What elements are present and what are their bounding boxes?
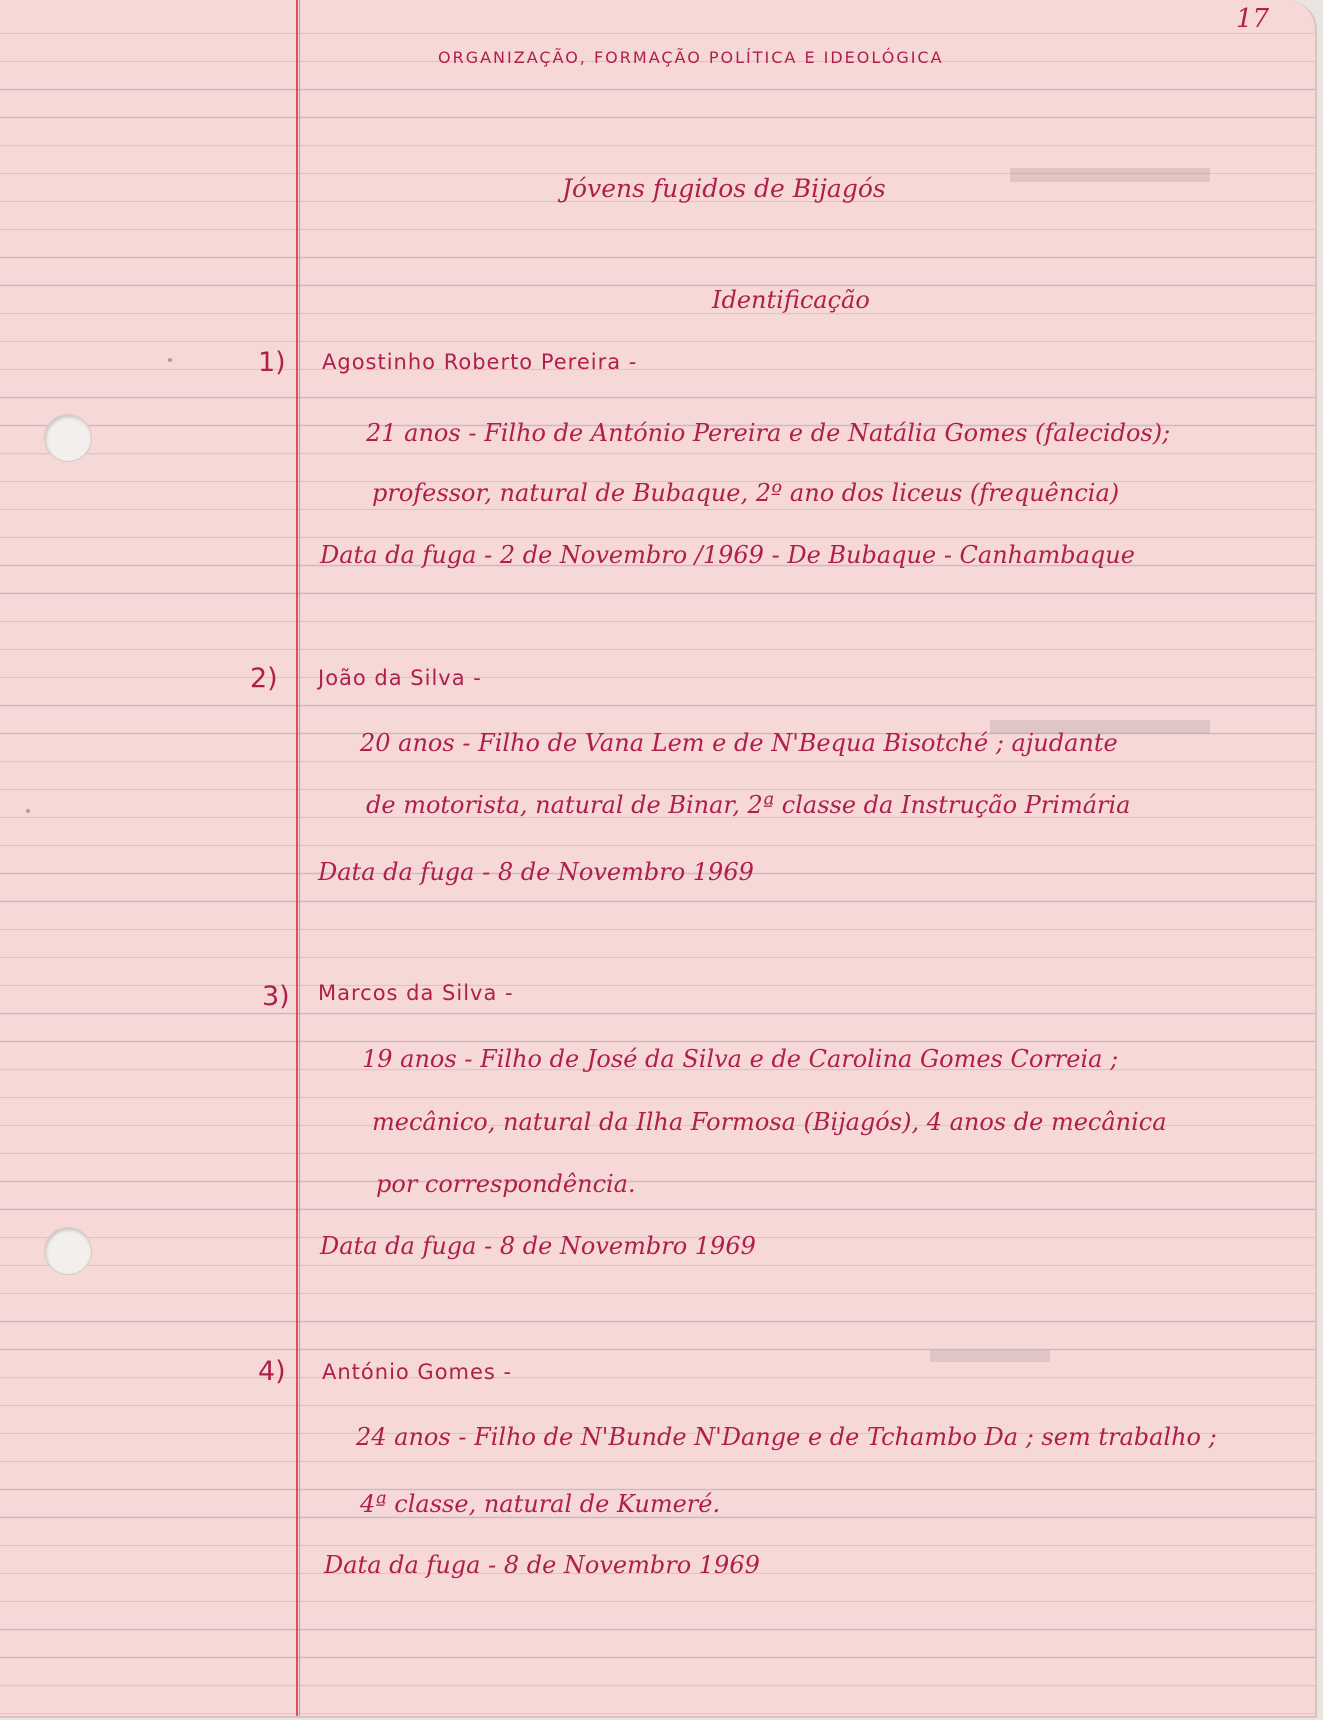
entry-detail-line: professor, natural de Bubaque, 2º ano dos liceus (frequência)	[372, 479, 1120, 507]
entry-detail-line: 4ª classe, natural de Kumeré.	[360, 1490, 721, 1518]
ink-speck	[26, 809, 30, 813]
punch-hole-bottom	[44, 1227, 92, 1275]
page-heading: ORGANIZAÇÃO, FORMAÇÃO POLÍTICA E IDEOLÓGICA	[438, 48, 944, 67]
entry-name: João da Silva -	[318, 666, 482, 690]
entry-number: 3)	[262, 981, 290, 1012]
entry-detail-line: 19 anos - Filho de José da Silva e de Carolina Gomes Correia ;	[362, 1045, 1119, 1073]
entry-escape-date: Data da fuga - 8 de Novembro 1969	[318, 858, 754, 886]
entry-detail-line: de motorista, natural de Binar, 2ª classe da Instrução Primária	[366, 791, 1131, 819]
bleed-through-mark	[930, 1350, 1050, 1362]
entry-detail-line: 24 anos - Filho de N'Bunde N'Dange e de Tchambo Da ; sem trabalho ;	[356, 1423, 1217, 1451]
entry-number: 2)	[250, 663, 278, 694]
entry-detail-line: 21 anos - Filho de António Pereira e de Natália Gomes (falecidos);	[366, 419, 1171, 447]
entry-detail-line: 20 anos - Filho de Vana Lem e de N'Bequa Bisotché ; ajudante	[360, 729, 1118, 757]
page-number: 17	[1236, 4, 1270, 34]
entry-escape-date: Data da fuga - 8 de Novembro 1969	[320, 1232, 756, 1260]
entry-detail-line: mecânico, natural da Ilha Formosa (Bijagós), 4 anos de mecânica	[372, 1108, 1167, 1136]
margin-rule-shadow	[299, 0, 300, 1716]
entry-name: Agostinho Roberto Pereira -	[322, 350, 638, 374]
section-title: Identificação	[712, 286, 870, 314]
entry-number: 1)	[258, 347, 286, 378]
entry-detail-line: por correspondência.	[376, 1170, 636, 1198]
entry-escape-date: Data da fuga - 2 de Novembro /1969 - De Bubaque - Canhambaque	[320, 541, 1135, 569]
entry-number: 4)	[258, 1356, 286, 1387]
document-subtitle: Jóvens fugidos de Bijagós	[562, 174, 886, 203]
bleed-through-mark	[1010, 168, 1210, 182]
ink-speck	[168, 358, 172, 362]
punch-hole-top	[44, 414, 92, 462]
entry-name: António Gomes -	[322, 1360, 513, 1384]
entry-name: Marcos da Silva -	[318, 981, 514, 1005]
entry-escape-date: Data da fuga - 8 de Novembro 1969	[324, 1551, 760, 1579]
margin-rule	[296, 0, 298, 1716]
